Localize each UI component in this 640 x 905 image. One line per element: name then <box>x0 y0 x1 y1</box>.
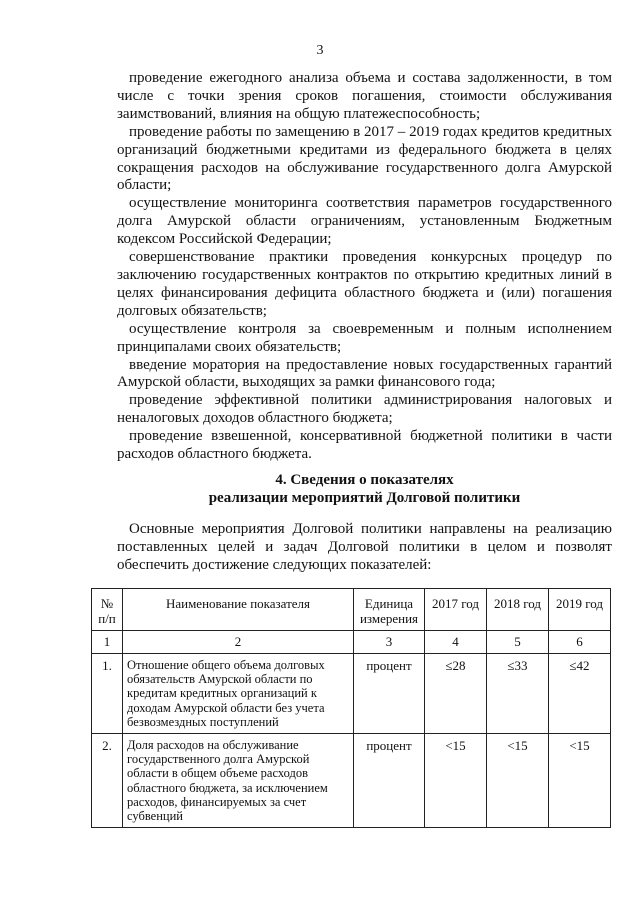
paragraph: проведение работы по замещению в 2017 – 2019 годах кредитов кредитных организаций бюджетными кредитами из федерального бюджета в целях сокращения расходов на обслуживание государственного долга Амурской области; <box>117 123 612 194</box>
column-number-row <box>92 631 611 654</box>
row-num: 1. <box>92 654 123 734</box>
row-unit: процент <box>354 654 425 734</box>
paragraph: проведение эффективной политики администрирования налоговых и неналоговых доходов областного бюджета; <box>117 392 612 427</box>
header-2017: 2017 год <box>425 589 487 631</box>
section-heading-line2: реализации мероприятий Долговой политики <box>208 490 521 506</box>
row-indicator-name: Отношение общего объема долговых обязательств Амурской области по кредитам кредитных организаций к доходам Амурской области без учета безвозмездных поступлений <box>123 654 354 734</box>
measures-list <box>117 70 612 464</box>
header-name: Наименование показателя <box>123 589 354 631</box>
section-heading <box>117 471 612 507</box>
row-2017-value: <15 <box>425 734 487 828</box>
col-number: 4 <box>425 631 487 654</box>
row-2017-value: ≤28 <box>425 654 487 734</box>
table-row <box>92 654 611 734</box>
header-2019: 2019 год <box>549 589 611 631</box>
paragraph: совершенствование практики проведения конкурсных процедур по заключению государственных контрактов по открытию кредитных линий в целях финансирования дефицита областного бюджета и (или) погашения долговых обязательств; <box>117 249 612 319</box>
col-number: 3 <box>354 631 425 654</box>
intro-paragraph: Основные мероприятия Долговой политики направлены на реализацию поставленных целей и задач Долговой политики в целом и позволят обеспечить достижение следующих показателей: <box>117 521 612 573</box>
section-intro <box>117 521 612 575</box>
paragraph: проведение ежегодного анализа объема и состава задолженности, в том числе с точки зрения сроков погашения, стоимости обслуживания заимствований, влияния на общую платежеспособность; <box>117 70 612 122</box>
row-2019-value: ≤42 <box>549 654 611 734</box>
col-number: 2 <box>123 631 354 654</box>
page-number: 3 <box>316 43 324 58</box>
paragraph: введение моратория на предоставление новых государственных гарантий Амурской области, выходящих за рамки финансового года; <box>117 356 612 391</box>
row-unit: процент <box>354 734 425 828</box>
row-2018-value: ≤33 <box>487 654 549 734</box>
header-2018: 2018 год <box>487 589 549 631</box>
col-number: 5 <box>487 631 549 654</box>
paragraph: осуществление контроля за своевременным и полным исполнением принципалами своих обязательств; <box>117 320 612 355</box>
paragraph: осуществление мониторинга соответствия параметров государственного долга Амурской области ограничениям, установленным Бюджетным кодексом Российской Федерации; <box>117 195 612 248</box>
row-num: 2. <box>92 734 123 828</box>
paragraph: проведение взвешенной, консервативной бюджетной политики в части расходов областного бюджета. <box>117 428 612 463</box>
table-header-row <box>92 589 611 631</box>
row-indicator-name: Доля расходов на обслуживание государственного долга Амурской области в общем объеме расходов областного бюджета, за исключением расходов, финансируемых за счет субвенций <box>123 734 354 828</box>
section-heading-line1: 4. Сведения о показателях <box>275 472 454 488</box>
indicators-table <box>91 588 611 828</box>
col-number: 6 <box>549 631 611 654</box>
header-unit: Единица измерения <box>354 589 425 631</box>
col-number: 1 <box>92 631 123 654</box>
row-2019-value: <15 <box>549 734 611 828</box>
table-row <box>92 734 611 828</box>
row-2018-value: <15 <box>487 734 549 828</box>
header-num: № п/п <box>92 589 123 631</box>
